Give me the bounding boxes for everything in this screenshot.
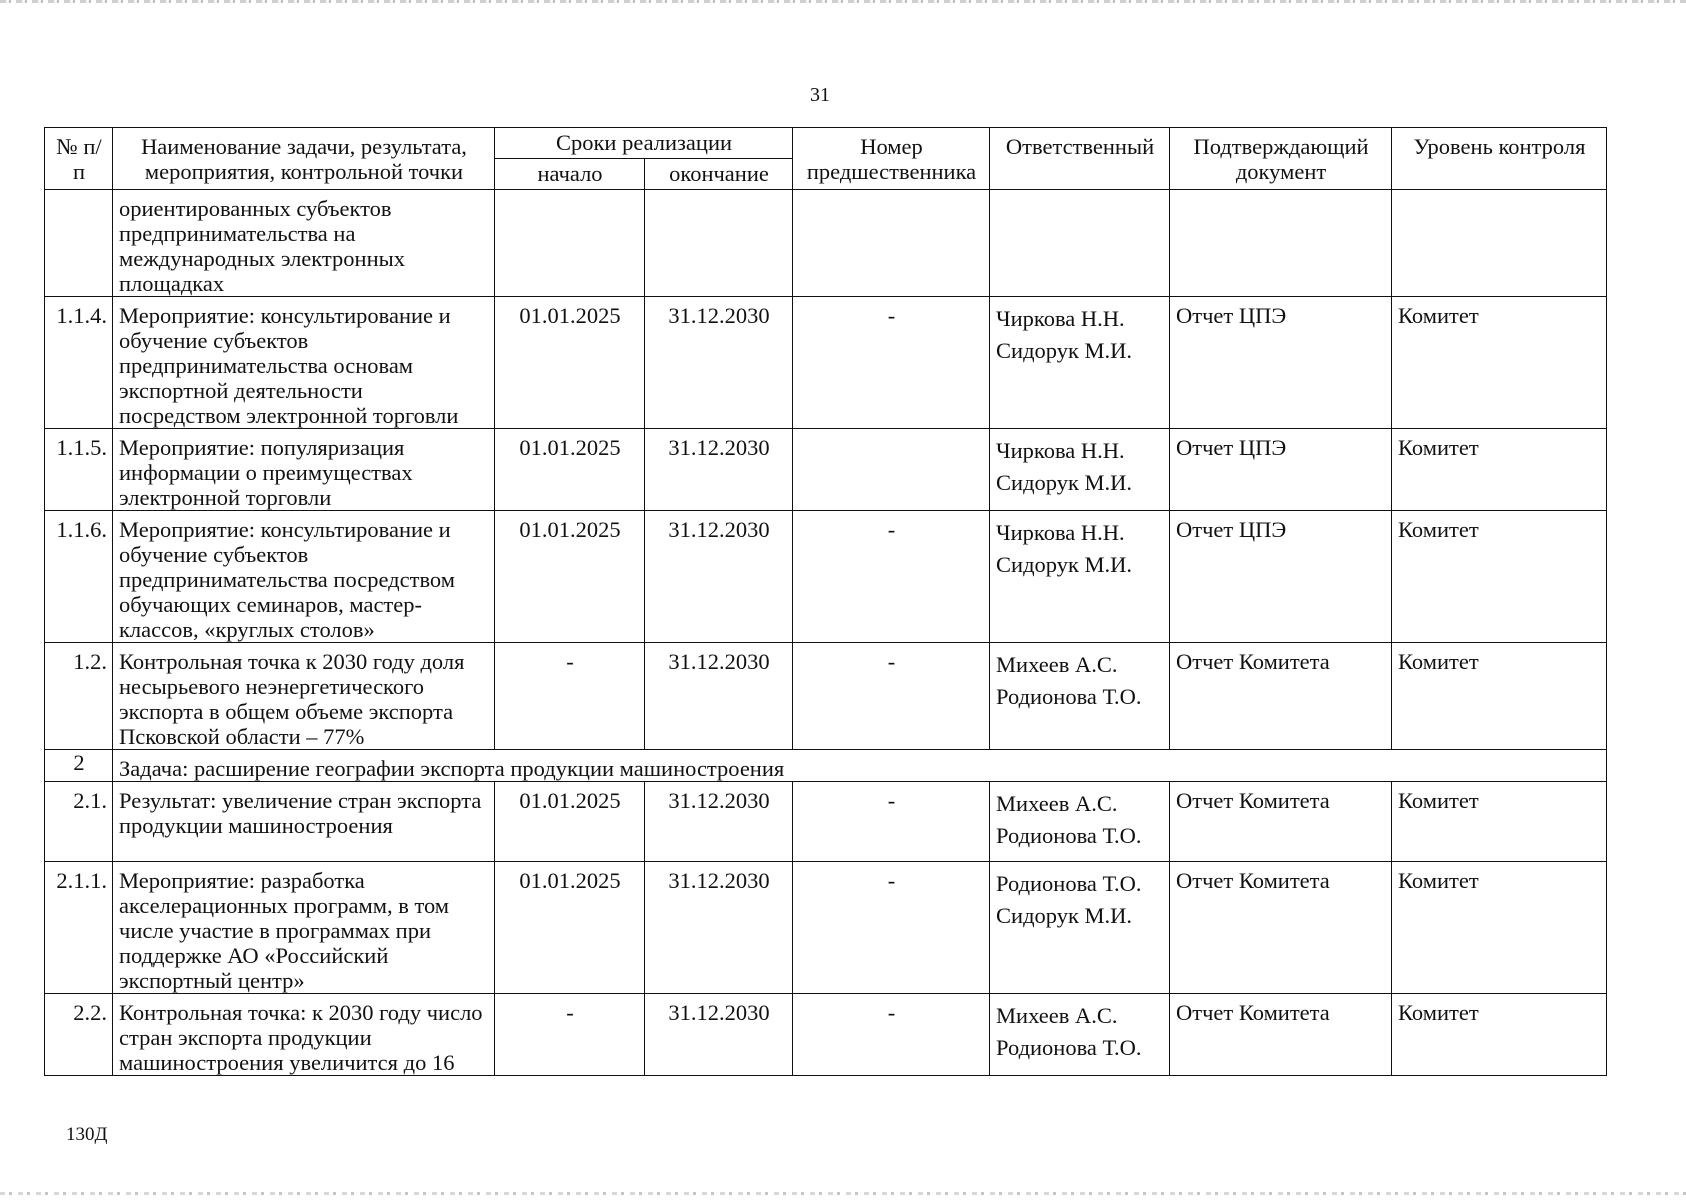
- row-predecessor: -: [793, 297, 990, 429]
- row-control: Комитет: [1392, 643, 1607, 750]
- header-row: [45, 128, 1607, 159]
- row-num: 1.1.4.: [45, 297, 113, 429]
- row-responsible: [990, 511, 1170, 643]
- row-responsible: [990, 190, 1170, 297]
- responsible-2: Родионова Т.О.: [996, 1035, 1142, 1060]
- col-end-header: окончание: [645, 159, 793, 190]
- row-control: Комитет: [1392, 994, 1607, 1076]
- row-num: 2.1.1.: [45, 862, 113, 994]
- scan-edge-top: [0, 0, 1686, 3]
- row-responsible: [990, 782, 1170, 862]
- row-end: 31.12.2030: [645, 297, 793, 429]
- row-control: Комитет: [1392, 429, 1607, 511]
- row-responsible: [990, 297, 1170, 429]
- responsible-1: Михеев А.С.: [996, 791, 1118, 816]
- table-row: [45, 511, 1607, 643]
- row-end: 31.12.2030: [645, 511, 793, 643]
- row-end: 31.12.2030: [645, 782, 793, 862]
- col-control-header: Уровень контроля: [1392, 128, 1607, 190]
- row-predecessor: -: [793, 994, 990, 1076]
- row-start: 01.01.2025: [495, 862, 645, 994]
- row-document: Отчет Комитета: [1170, 862, 1392, 994]
- row-name: Контрольная точка: к 2030 году число стран экспорта продукции машиностроения увеличится до 16: [113, 994, 495, 1076]
- row-predecessor: [793, 429, 990, 511]
- responsible-2: Родионова Т.О.: [996, 684, 1142, 709]
- row-end: 31.12.2030: [645, 994, 793, 1076]
- col-start-header: начало: [495, 159, 645, 190]
- row-start: 01.01.2025: [495, 511, 645, 643]
- table-row: [45, 190, 1607, 297]
- row-end: 31.12.2030: [645, 643, 793, 750]
- row-name: Мероприятие: популяризация информации о преимуществах электронной торговли: [113, 429, 495, 511]
- row-name: Мероприятие: консультирование и обучение субъектов предпринимательства основам экспортной деятельности посредством электронной торговли: [113, 297, 495, 429]
- responsible-2: Сидорук М.И.: [996, 903, 1133, 928]
- row-num: [45, 190, 113, 297]
- row-start: [495, 190, 645, 297]
- row-name: ориентированных субъектов предпринимательства на международных электронных площадках: [113, 190, 495, 297]
- col-name-header: Наименование задачи, результата, мероприятия, контрольной точки: [113, 128, 495, 190]
- page-number: 31: [810, 84, 830, 106]
- row-predecessor: -: [793, 643, 990, 750]
- row-num: 1.1.6.: [45, 511, 113, 643]
- row-responsible: [990, 643, 1170, 750]
- col-terms-header: Сроки реализации: [495, 128, 793, 159]
- row-num: 1.2.: [45, 643, 113, 750]
- task-num: 2: [45, 750, 113, 782]
- table-row: [45, 994, 1607, 1076]
- footer-code: 130Д: [66, 1124, 108, 1145]
- scan-edge-bottom: [0, 1192, 1686, 1195]
- table-row: [45, 862, 1607, 994]
- row-name: Результат: увеличение стран экспорта продукции машиностроения: [113, 782, 495, 862]
- plan-table: [44, 127, 1607, 1076]
- row-control: Комитет: [1392, 297, 1607, 429]
- responsible-1: Чиркова Н.Н.: [996, 438, 1125, 463]
- row-name: Контрольная точка к 2030 году доля несырьевого неэнергетического экспорта в общем объеме экспорта Псковской области – 77%: [113, 643, 495, 750]
- responsible-2: Сидорук М.И.: [996, 470, 1133, 495]
- row-start: -: [495, 994, 645, 1076]
- responsible-1: Чиркова Н.Н.: [996, 520, 1125, 545]
- row-responsible: [990, 429, 1170, 511]
- row-control: Комитет: [1392, 862, 1607, 994]
- row-end: 31.12.2030: [645, 862, 793, 994]
- responsible-1: Родионова Т.О.: [996, 871, 1142, 896]
- row-predecessor: [793, 190, 990, 297]
- col-predecessor-header: Номер предшественника: [793, 128, 990, 190]
- row-responsible: [990, 994, 1170, 1076]
- row-control: Комитет: [1392, 782, 1607, 862]
- responsible-1: Михеев А.С.: [996, 652, 1118, 677]
- table-row: [45, 429, 1607, 511]
- row-start: 01.01.2025: [495, 782, 645, 862]
- table-row: [45, 643, 1607, 750]
- row-name: Мероприятие: консультирование и обучение субъектов предпринимательства посредством обучающих семинаров, мастер-классов, «круглых столов»: [113, 511, 495, 643]
- row-document: Отчет Комитета: [1170, 643, 1392, 750]
- table-row: [45, 782, 1607, 862]
- row-num: 1.1.5.: [45, 429, 113, 511]
- row-document: Отчет ЦПЭ: [1170, 429, 1392, 511]
- row-predecessor: -: [793, 862, 990, 994]
- responsible-2: Сидорук М.И.: [996, 552, 1133, 577]
- row-document: Отчет ЦПЭ: [1170, 297, 1392, 429]
- row-document: Отчет ЦПЭ: [1170, 511, 1392, 643]
- col-responsible-header: Ответственный: [990, 128, 1170, 190]
- row-document: [1170, 190, 1392, 297]
- row-responsible: [990, 862, 1170, 994]
- responsible-2: Сидорук М.И.: [996, 338, 1133, 363]
- row-start: -: [495, 643, 645, 750]
- row-control: Комитет: [1392, 511, 1607, 643]
- col-document-header: Подтверждающий документ: [1170, 128, 1392, 190]
- task-row: [45, 750, 1607, 782]
- row-predecessor: -: [793, 782, 990, 862]
- responsible-1: Чиркова Н.Н.: [996, 306, 1125, 331]
- row-document: Отчет Комитета: [1170, 782, 1392, 862]
- row-name: Мероприятие: разработка акселерационных программ, в том числе участие в программах при поддержке АО «Российский экспортный центр»: [113, 862, 495, 994]
- row-start: 01.01.2025: [495, 429, 645, 511]
- row-num: 2.2.: [45, 994, 113, 1076]
- row-num: 2.1.: [45, 782, 113, 862]
- task-title: Задача: расширение географии экспорта продукции машиностроения: [113, 750, 1607, 782]
- responsible-2: Родионова Т.О.: [996, 823, 1142, 848]
- row-control: [1392, 190, 1607, 297]
- row-end: [645, 190, 793, 297]
- responsible-1: Михеев А.С.: [996, 1003, 1118, 1028]
- row-document: Отчет Комитета: [1170, 994, 1392, 1076]
- col-num-header: № п/п: [45, 128, 113, 190]
- row-start: 01.01.2025: [495, 297, 645, 429]
- row-predecessor: -: [793, 511, 990, 643]
- table-row: [45, 297, 1607, 429]
- row-end: 31.12.2030: [645, 429, 793, 511]
